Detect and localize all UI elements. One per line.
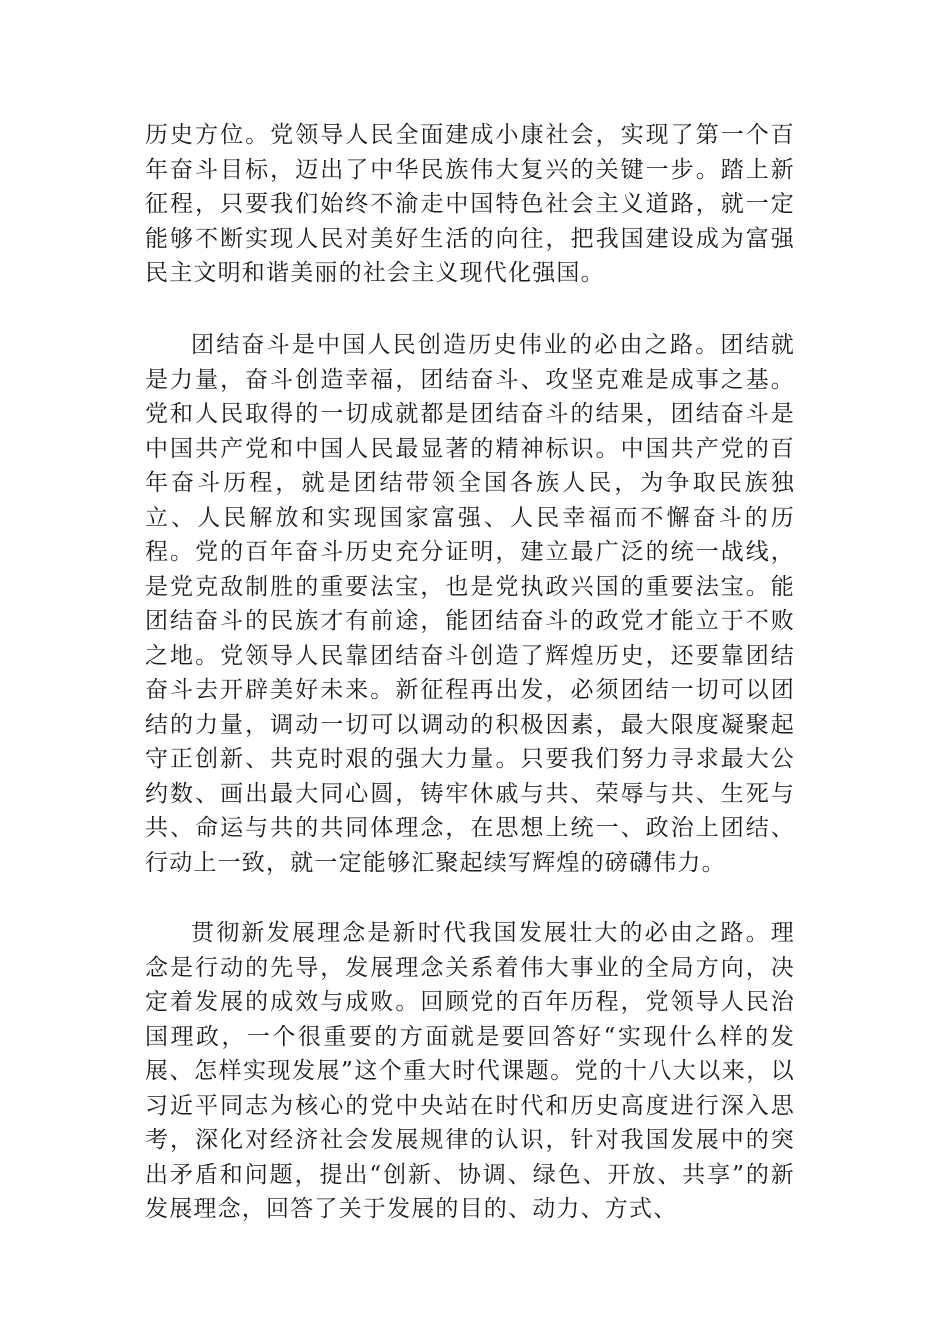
paragraph-continuation: 历史方位。党领导人民全面建成小康社会，实现了第一个百年奋斗目标，迈出了中华民族伟大复兴的关键一步。踏上新征程，只要我们始终不渝走中国特色社会主义道路，就一定能够不断实现人民对美好生活的向往，把我国建设成为富强民主文明和谐美丽的社会主义现代化强国。 [145, 122, 795, 286]
paragraph-new-development-concept: 贯彻新发展理念是新时代我国发展壮大的必由之路。理念是行动的先导，发展理念关系着伟大事业的全局方向，决定着发展的成效与成败。回顾党的百年历程，党领导人民治国理政，一个很重要的方面就是要回答好“实现什么样的发展、怎样实现发展”这个重大时代课题。党的十八大以来，以习近平同志为核心的党中央站在时代和历史高度进行深入思考，深化对经济社会发展规律的认识，针对我国发展中的突出矛盾和问题，提出“创新、协调、绿色、开放、共享”的新发展理念，回答了关于发展的目的、动力、方式、 [145, 920, 795, 1222]
paragraph-unity-struggle: 团结奋斗是中国人民创造历史伟业的必由之路。团结就是力量，奋斗创造幸福，团结奋斗、攻坚克难是成事之基。党和人民取得的一切成就都是团结奋斗的结果，团结奋斗是中国共产党和中国人民最显著的精神标识。中国共产党的百年奋斗历程，就是团结带领全国各族人民，为争取民族独立、人民解放和实现国家富强、人民幸福而不懈奋斗的历程。党的百年奋斗历史充分证明，建立最广泛的统一战线，是党克敌制胜的重要法宝，也是党执政兴国的重要法宝。能团结奋斗的民族才有前途，能团结奋斗的政党才能立于不败之地。党领导人民靠团结奋斗创造了辉煌历史，还要靠团结奋斗去开辟美好未来。新征程再出发，必须团结一切可以团结的力量，调动一切可以调动的积极因素，最大限度凝聚起守正创新、共克时艰的强大力量。只要我们努力寻求最大公约数、画出最大同心圆，铸牢休戚与共、荣辱与共、生死与共、命运与共的共同体理念，在思想上统一、政治上团结、行动上一致，就一定能够汇聚起续写辉煌的磅礴伟力。 [145, 332, 795, 876]
